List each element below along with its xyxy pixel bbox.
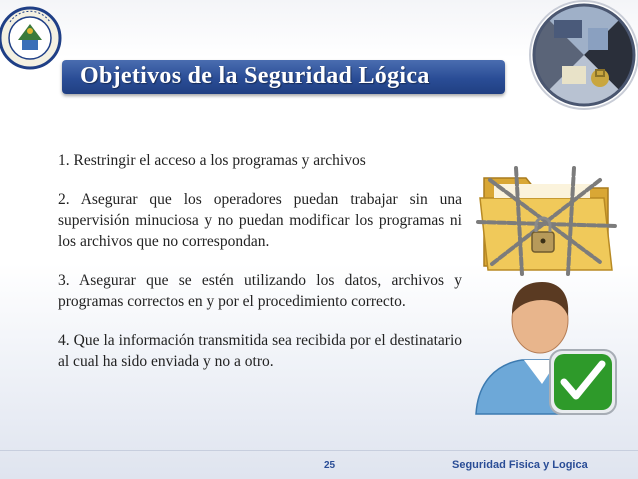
footer-divider bbox=[0, 450, 638, 451]
slide-title: Objetivos de la Seguridad Lógica bbox=[80, 63, 430, 89]
locked-folder-icon bbox=[470, 150, 620, 280]
university-seal-icon bbox=[0, 0, 70, 80]
user-check-icon bbox=[470, 272, 620, 422]
objective-item-4: 4. Que la información transmitida sea recibida por el destinatario al cual ha sido enviada y no a otro. bbox=[58, 332, 462, 370]
page-number: 25 bbox=[324, 460, 336, 471]
objective-item-3: 3. Asegurar que se estén utilizando los datos, archivos y programas correctos en y por el procedimiento correcto. bbox=[58, 272, 462, 310]
footer-title: Seguridad Fisica y Logica bbox=[452, 459, 588, 471]
objectives-list bbox=[58, 150, 462, 390]
security-photo-icon bbox=[524, 0, 638, 115]
title-bar bbox=[62, 60, 505, 94]
objective-item-2: 2. Asegurar que los operadores puedan trabajar sin una supervisión minuciosa y no puedan modificar los programas ni los archivos que no correspondan. bbox=[58, 191, 462, 250]
objective-item-1: 1. Restringir el acceso a los programas y archivos bbox=[58, 152, 366, 169]
